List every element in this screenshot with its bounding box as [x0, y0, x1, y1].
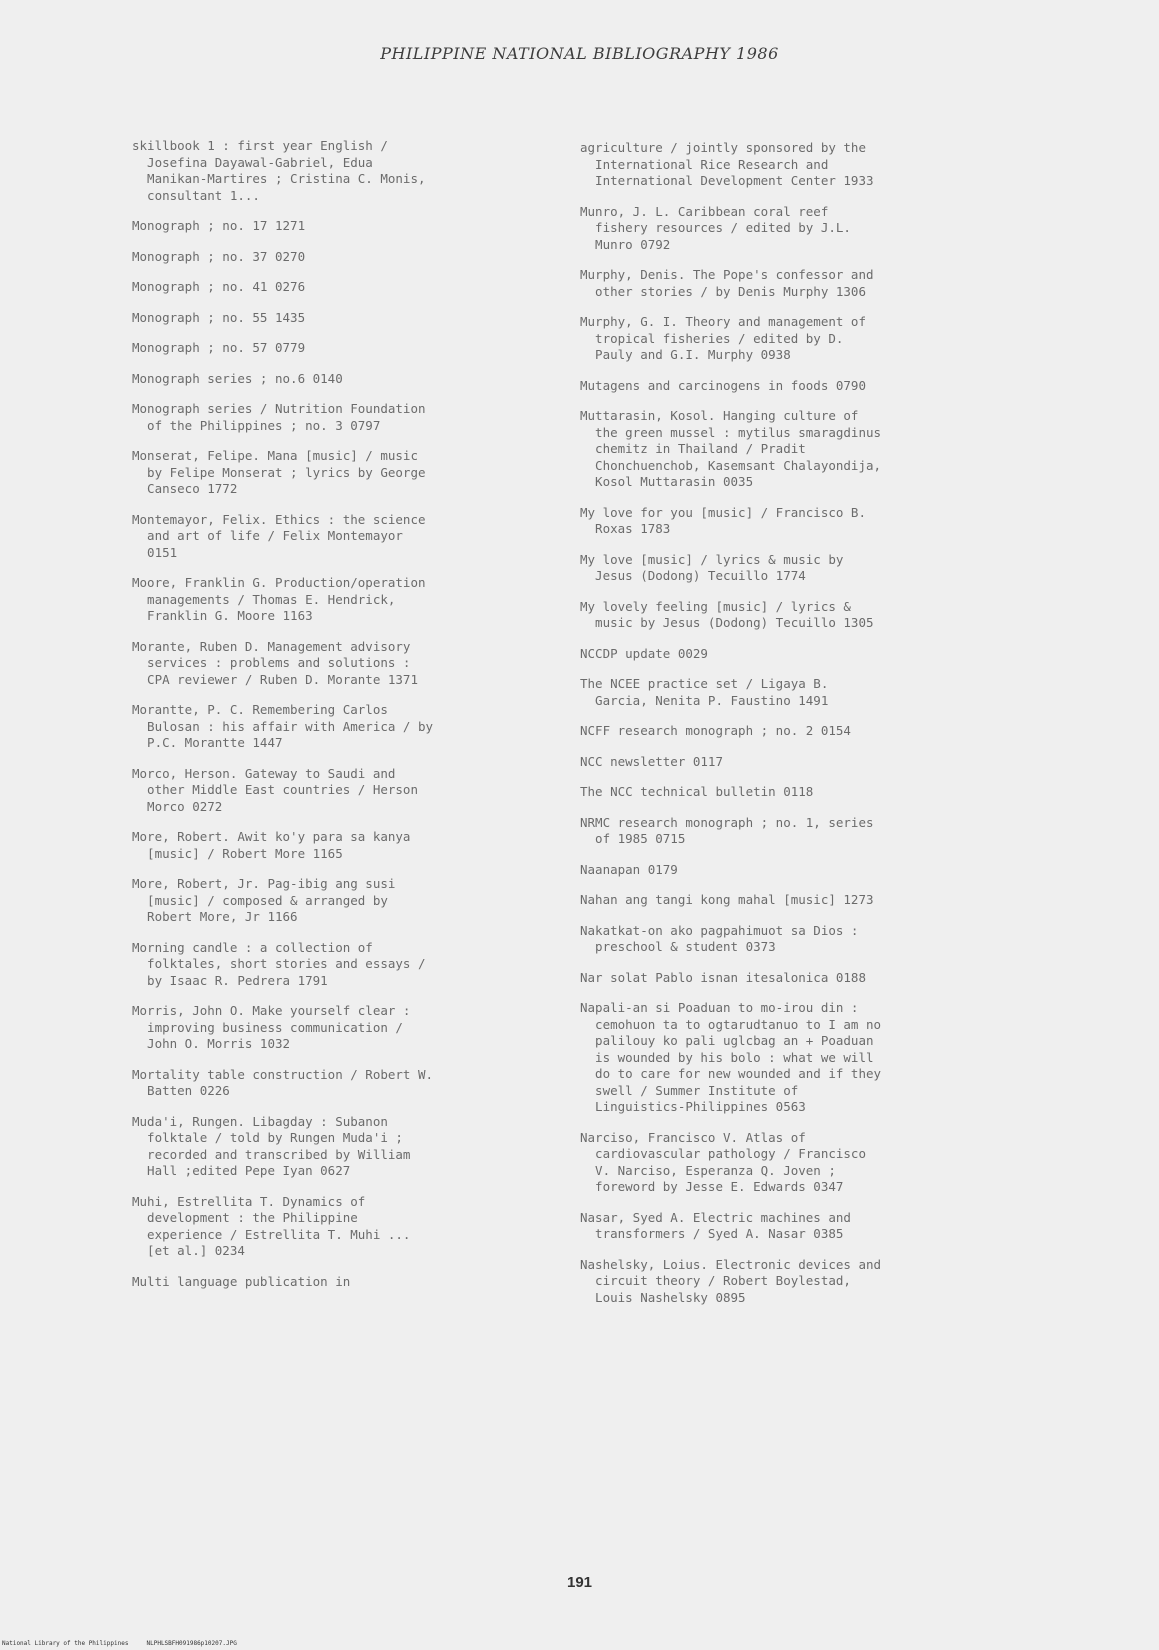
bibliography-entry: Morning candle : a collection of folktales, short stories and essays / by Isaac R. Pedrera 1791	[132, 939, 426, 988]
bibliography-entry: Monograph ; no. 41 0276	[132, 279, 306, 294]
bibliography-entry: Multi language publication in	[132, 1273, 351, 1289]
bibliography-entry: Monograph series ; no.6 0140	[132, 370, 343, 386]
bibliography-entry: More, Robert. Awit ko'y para sa kanya [music] / Robert More 1165	[132, 829, 411, 861]
right-column	[580, 140, 1030, 1320]
bibliography-entry: agriculture / jointly sponsored by the International Rice Research and International Development Center 1933	[580, 140, 874, 188]
bibliography-entry: Mutagens and carcinogens in foods 0790	[580, 377, 866, 393]
bibliography-entry: Morco, Herson. Gateway to Saudi and other Middle East countries / Herson Morco 0272	[132, 765, 418, 814]
bibliography-entry: My love [music] / lyrics & music by Jesus (Dodong) Tecuillo 1774	[580, 551, 844, 583]
bibliography-entry: Monograph ; no. 17 1271	[132, 218, 306, 233]
bibliography-entry: Nar solat Pablo isnan itesalonica 0188	[580, 969, 866, 985]
bibliography-entry: NCC newsletter 0117	[580, 753, 723, 769]
bibliography-entry: Monograph ; no. 57 0779	[132, 340, 306, 355]
bibliography-entry: NRMC research monograph ; no. 1, series of 1985 0715	[580, 814, 874, 846]
page-title: PHILIPPINE NATIONAL BIBLIOGRAPHY 1986	[380, 44, 779, 63]
bibliography-entry: Moore, Franklin G. Production/operation managements / Thomas E. Hendrick, Franklin G. Moore 1163	[132, 575, 426, 623]
bibliography-entry: Morris, John O. Make yourself clear : improving business communication / John O. Morris 1032	[132, 1003, 411, 1051]
bibliography-entry: Munro, J. L. Caribbean coral reef fishery resources / edited by J.L. Munro 0792	[580, 203, 851, 252]
scan-footer: National Library of the Philippines NLPHLSBFH091986p10207.JPG	[2, 1640, 237, 1647]
bibliography-entry: skillbook 1 : first year English / Josefina Dayawal-Gabriel, Edua Manikan-Martires ; Cristina C. Monis, consultant 1...	[132, 138, 426, 203]
bibliography-entry: Murphy, G. I. Theory and management of tropical fisheries / edited by D. Pauly and G.I. Murphy 0938	[580, 314, 866, 362]
bibliography-entry: Muttarasin, Kosol. Hanging culture of the green mussel : mytilus smaragdinus chemitz in Thailand / Pradit Chonchuenchob, Kasemsant Chalayondija, Kosol Muttarasin 0035	[580, 408, 882, 489]
bibliography-entry: NCFF research monograph ; no. 2 0154	[580, 723, 851, 738]
bibliography-entry: More, Robert, Jr. Pag-ibig ang susi [music] / composed & arranged by Robert More, Jr 1166	[132, 876, 396, 924]
bibliography-entry: Naanapan 0179	[580, 861, 678, 877]
bibliography-entry: Monograph series / Nutrition Foundation of the Philippines ; no. 3 0797	[132, 401, 426, 433]
bibliography-entry: The NCC technical bulletin 0118	[580, 784, 814, 799]
bibliography-entry: Nahan ang tangi kong mahal [music] 1273	[580, 892, 874, 907]
bibliography-entry: Napali-an si Poaduan to mo-irou din : cemohuon ta to ogtarudtanuo to I am no palilouy ko pali uglcbag an + Poaduan is wounded by his bolo : what we will do to care for new wounded and if they swell / Summer Institute of Linguistics-Philippines 0563	[580, 1000, 882, 1114]
bibliography-entry: Muhi, Estrellita T. Dynamics of development : the Philippine experience / Estrellita T. Muhi ... [et al.] 0234	[132, 1193, 411, 1258]
bibliography-entry: Montemayor, Felix. Ethics : the science and art of life / Felix Montemayor 0151	[132, 511, 426, 560]
bibliography-entry: Morante, Ruben D. Management advisory services : problems and solutions : CPA reviewer / Ruben D. Morante 1371	[132, 638, 418, 687]
bibliography-entry: Morantte, P. C. Remembering Carlos Bulosan : his affair with America / by P.C. Morantte 1447	[132, 702, 434, 750]
bibliography-entry: The NCEE practice set / Ligaya B. Garcia, Nenita P. Faustino 1491	[580, 676, 829, 708]
bibliography-entry: Muda'i, Rungen. Libagday : Subanon folktale / told by Rungen Muda'i ; recorded and transcribed by William Hall ;edited Pepe Iyan 0627	[132, 1113, 411, 1178]
bibliography-entry: Narciso, Francisco V. Atlas of cardiovascular pathology / Francisco V. Narciso, Esperanza Q. Joven ; foreword by Jesse E. Edwards 0347	[580, 1129, 866, 1194]
bibliography-entry: Mortality table construction / Robert W. Batten 0226	[132, 1066, 434, 1098]
bibliography-entry: Nashelsky, Loius. Electronic devices and circuit theory / Robert Boylestad, Louis Nashelsky 0895	[580, 1256, 882, 1305]
left-column	[132, 138, 582, 1304]
bibliography-entry: Monograph ; no. 55 1435	[132, 309, 306, 325]
bibliography-entry: Monserat, Felipe. Mana [music] / music by Felipe Monserat ; lyrics by George Canseco 1772	[132, 448, 426, 496]
bibliography-entry: My love for you [music] / Francisco B. Roxas 1783	[580, 504, 866, 536]
bibliography-entry: My lovely feeling [music] / lyrics & music by Jesus (Dodong) Tecuillo 1305	[580, 598, 874, 630]
bibliography-entry: Murphy, Denis. The Pope's confessor and other stories / by Denis Murphy 1306	[580, 267, 874, 299]
bibliography-entry: Monograph ; no. 37 0270	[132, 248, 306, 264]
bibliography-entry: NCCDP update 0029	[580, 645, 708, 661]
bibliography-entry: Nakatkat-on ako pagpahimuot sa Dios : preschool & student 0373	[580, 922, 859, 954]
page-number: 191	[566, 1574, 593, 1591]
bibliography-entry: Nasar, Syed A. Electric machines and transformers / Syed A. Nasar 0385	[580, 1209, 851, 1241]
